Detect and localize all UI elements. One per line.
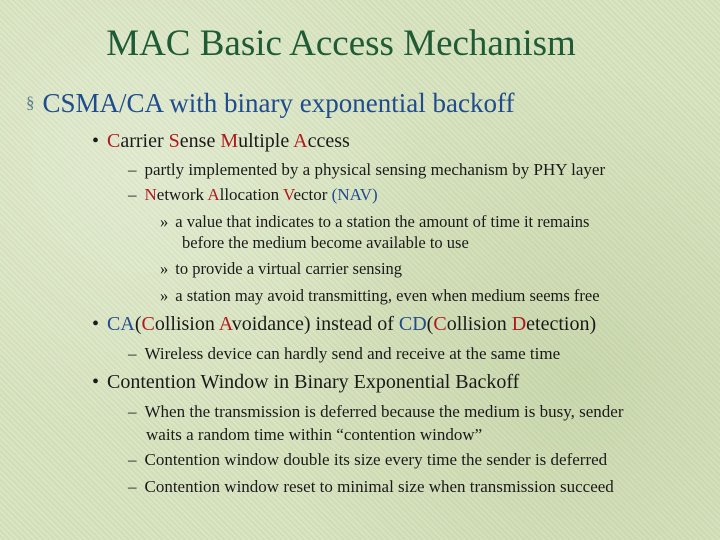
sub-bullet-wireless [128,344,560,364]
paren-open: ( [134,313,142,335]
letter-a: A [293,130,308,152]
letter-c: C [141,313,155,335]
bullet-ca [92,313,596,336]
word-voidance: voidance) instead of [231,313,399,335]
nav-point-2 [160,259,402,279]
letter-n: N [144,185,157,204]
word-ector: ector [293,185,332,204]
letter-s: S [168,130,180,152]
slide-title: MAC Basic Access Mechanism [106,23,576,64]
cw-item-1-text: When the transmission is deferred because the medium is busy, sender [144,402,624,421]
cw-item-3 [128,477,614,497]
word-llocation: llocation [219,185,284,204]
dash-marker: – [128,477,137,496]
word-ollision: ollision [154,313,219,335]
abbr-cd: CD [398,313,427,335]
main-bullet [26,88,514,119]
sub-bullet-wireless-text: Wireless device can hardly send and receive at the same time [144,344,561,363]
bullet-marker: • [92,313,100,335]
sub-bullet-nav [128,185,378,205]
letter-a: A [207,185,220,204]
cw-item-2 [128,450,607,470]
word-arrier: arrier [120,130,169,152]
word-ultiple: ultiple [238,130,294,152]
section-marker: § [26,93,35,112]
dash-marker: – [128,185,137,204]
chevron-marker: » [160,259,169,278]
word-ollision: ollision [446,313,512,335]
paren-open: ( [426,313,434,335]
cw-item-1-continued: waits a random time within “contention window” [146,425,483,444]
cw-item-2-text: Contention window double its size every time the sender is deferred [144,450,608,469]
cw-item-1 [128,402,624,422]
sub-bullet-phy-text: partly implemented by a physical sensing mechanism by PHY layer [144,160,606,179]
letter-c: C [433,313,447,335]
bullet-marker: • [92,371,100,393]
nav-point-1-continued: before the medium become available to use [182,233,469,252]
nav-point-3 [160,286,600,306]
nav-point-2-text: to provide a virtual carrier sensing [175,259,403,278]
nav-point-3-text: a station may avoid transmitting, even when medium seems free [175,286,600,305]
chevron-marker: » [160,212,169,231]
letter-d: D [511,313,527,335]
bullet-contention-window-text: Contention Window in Binary Exponential Backoff [107,371,520,393]
bullet-csma [92,130,350,153]
word-etwork: etwork [156,185,208,204]
dash-marker: – [128,160,137,179]
abbr-ca: CA [107,313,135,335]
dash-marker: – [128,344,137,363]
word-ccess: ccess [307,130,350,152]
cw-item-3-text: Contention window reset to minimal size when transmission succeed [144,477,614,496]
bullet-contention-window [92,371,519,394]
word-ense: ense [179,130,221,152]
dash-marker: – [128,402,137,421]
bullet-marker: • [92,130,100,152]
chevron-marker: » [160,286,169,305]
nav-point-1-text: a value that indicates to a station the amount of time it remains [175,212,590,231]
nav-abbreviation: (NAV) [331,185,378,204]
letter-c: C [107,130,121,152]
dash-marker: – [128,450,137,469]
letter-v: V [283,185,294,204]
letter-a: A [218,313,232,335]
sub-bullet-phy [128,160,605,180]
nav-point-1 [160,212,589,232]
main-bullet-text: CSMA/CA with binary exponential backoff [42,88,515,118]
word-etection: etection) [526,313,597,335]
letter-m: M [220,130,239,152]
